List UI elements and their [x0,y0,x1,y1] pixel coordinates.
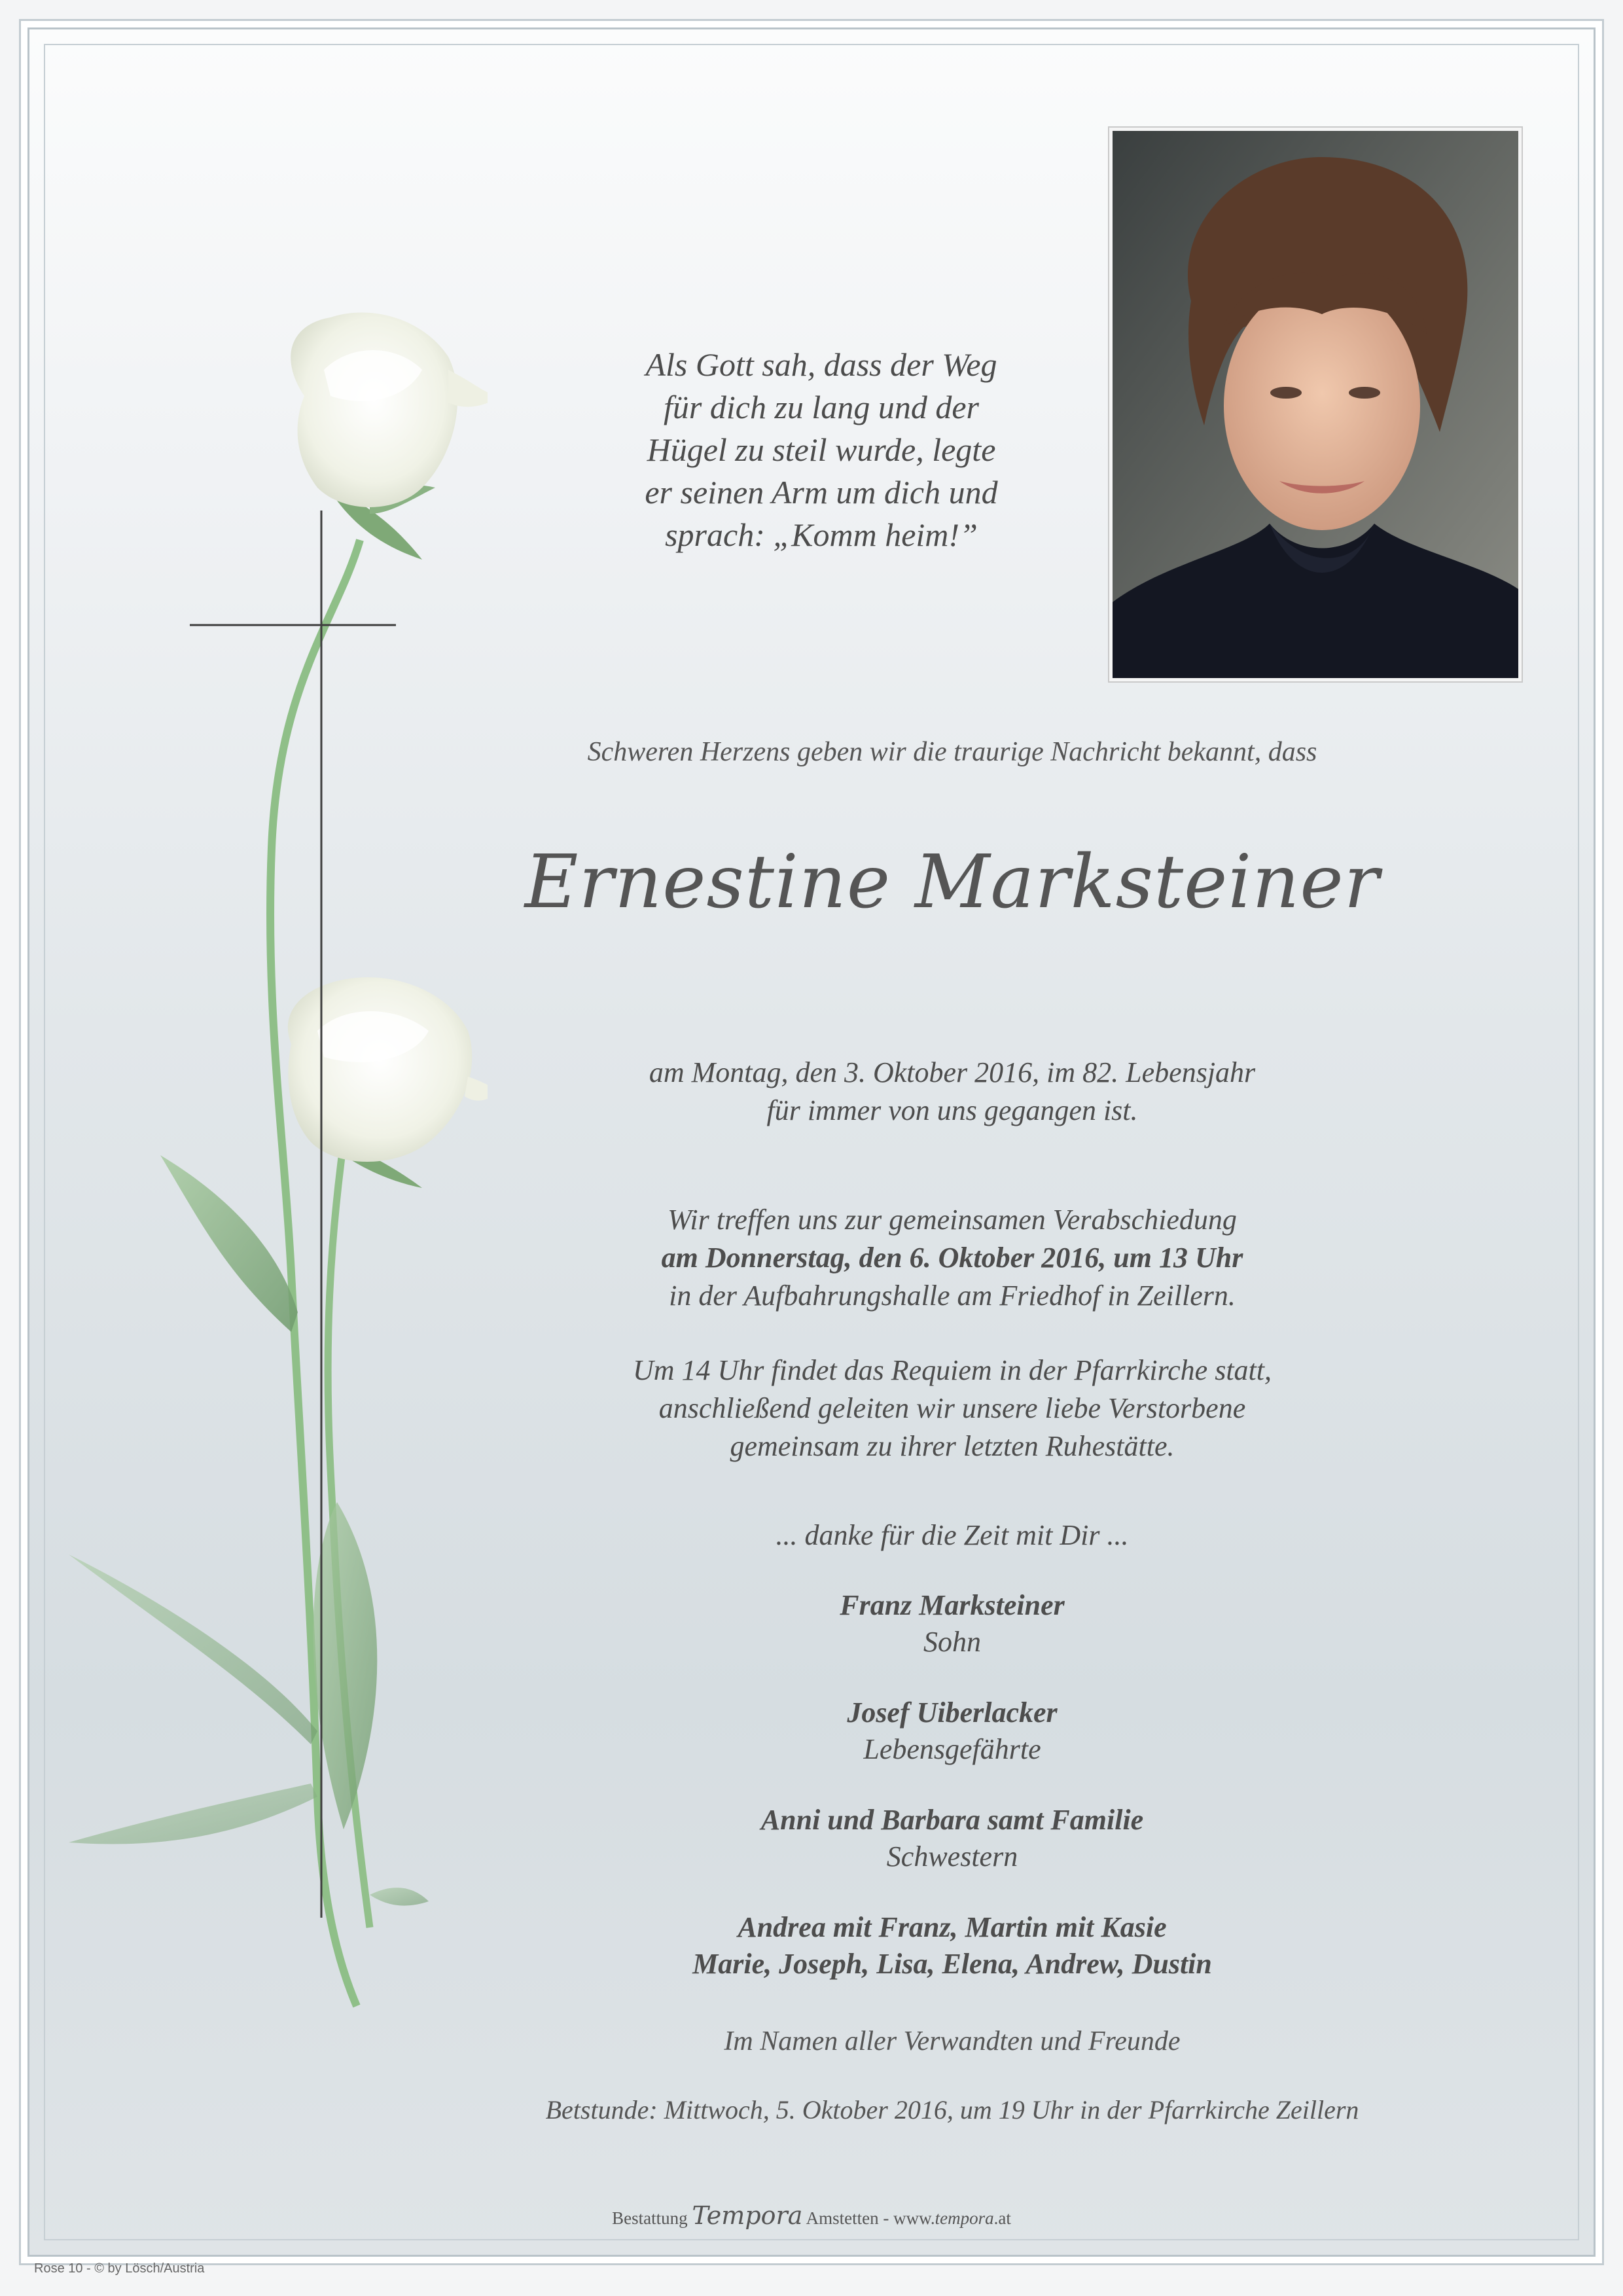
leaf-5 [370,1888,429,1905]
poem-line: für dich zu lang und der [664,389,979,425]
poem-line: er seinen Arm um dich und [645,474,998,511]
mourner-relation: Lebensgefährte [863,1733,1041,1765]
death-notice [461,1054,1443,1130]
requiem-line: Um 14 Uhr findet das Requiem in der Pfarrkirche statt, [632,1354,1272,1386]
mourner-name: Anni und Barbara samt Familie [760,1804,1144,1836]
mourner-entry [461,1909,1443,1982]
rose-upper [291,313,488,508]
death-notice-line: am Montag, den 3. Oktober 2016, im 82. Lebensjahr [649,1056,1256,1088]
announcement-text: Schweren Herzens geben wir die traurige Nachricht bekannt, dass [587,737,1317,767]
farewell-date: am Donnerstag, den 6. Oktober 2016, um 13 Uhr [661,1242,1243,1274]
mourner-entry [461,1802,1443,1875]
footer-imprint [29,2201,1594,2230]
rose-cross-artwork [29,29,488,2058]
image-credit: Rose 10 - © by Lösch/Austria [34,2261,205,2276]
mourner-entry [461,1587,1443,1660]
poem-line: Als Gott sah, dass der Weg [645,346,997,383]
footer-brand-logo: Tempora [692,2201,803,2230]
leaf-2 [69,1554,317,1744]
mourner-names-grandchildren: Marie, Joseph, Lisa, Elena, Andrew, Dustin [692,1948,1212,1980]
mourner-relation: Schwestern [886,1840,1018,1873]
thanks-line: ... danke für die Zeit mit Dir ... [776,1519,1129,1551]
leaf-1 [160,1155,298,1332]
footer-url-tld: .at [993,2208,1011,2228]
obituary-card [27,27,1596,2257]
requiem-line: gemeinsam zu ihrer letzten Ruhestätte. [730,1430,1175,1462]
poem-line: sprach: „Komm heim!” [665,516,978,553]
rose-lower [288,977,488,1162]
prayer-hour: Betstunde: Mittwoch, 5. Oktober 2016, um 19 Uhr in der Pfarrkirche Zeillern [545,2095,1359,2125]
mourner-entry [461,1695,1443,1768]
farewell-info [461,1201,1443,1315]
footer-url-brand: tempora [935,2208,994,2228]
requiem-line: anschließend geleiten wir unsere liebe Verstorbene [658,1392,1246,1424]
footer-suffix: Amstetten - www. [806,2208,935,2228]
deceased-name: Ernestine Marksteiner [524,840,1380,925]
relatives-note: Im Namen aller Verwandten und Freunde [724,2026,1181,2056]
mourner-name: Andrea mit Franz, Martin mit Kasie [738,1911,1167,1943]
memorial-poem [527,344,1116,556]
leaf-4 [313,1502,378,1829]
farewell-line: Wir treffen uns zur gemeinsamen Verabschiedung [668,1204,1237,1236]
portrait-photo [1109,128,1522,681]
mourners-list [461,1587,1443,2017]
death-notice-line: für immer von uns gegangen ist. [766,1094,1138,1126]
farewell-line: in der Aufbahrungshalle am Friedhof in Zeillern. [669,1280,1236,1312]
mourner-relation: Sohn [923,1626,981,1658]
leaf-3 [69,1784,317,1844]
poem-line: Hügel zu steil wurde, legte [647,431,996,468]
requiem-info [461,1352,1443,1465]
mourner-name: Franz Marksteiner [840,1589,1065,1621]
footer-prefix: Bestattung [612,2208,688,2228]
mourner-name: Josef Uiberlacker [847,1696,1058,1729]
